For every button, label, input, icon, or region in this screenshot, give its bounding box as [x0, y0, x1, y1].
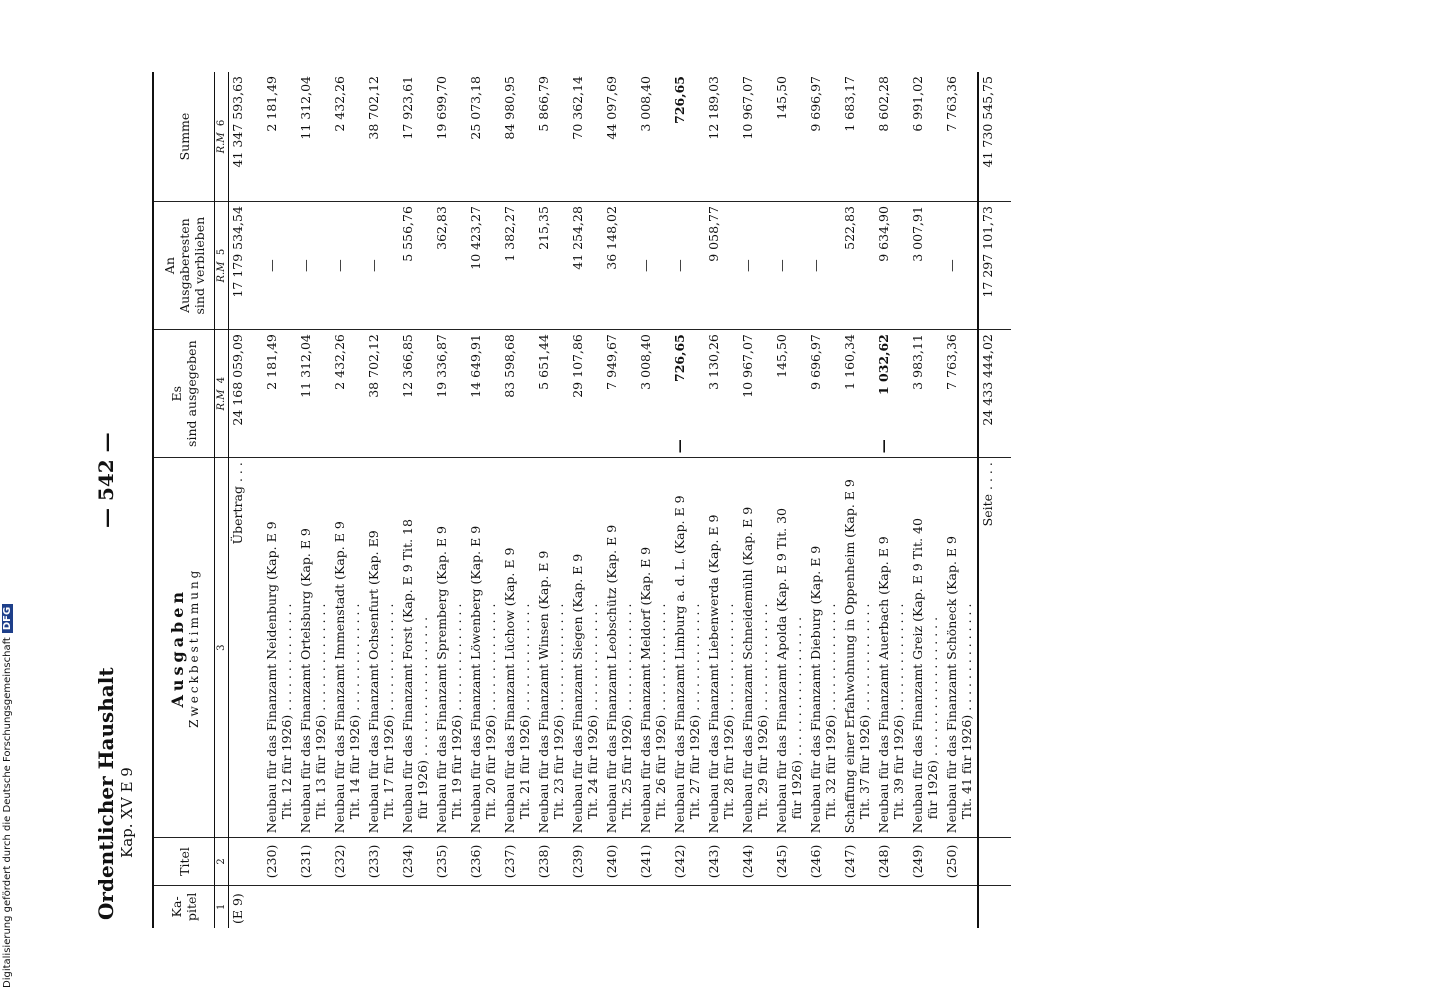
- zweck-line-2: Tit. 24 für 1926) . . . . . . . . . . . . . .: [585, 603, 600, 820]
- unit-label: R.M: [216, 389, 227, 411]
- ausgegeben-value: 10 967,07: [740, 334, 755, 398]
- titel-cell: [229, 838, 264, 885]
- ausgegeben-value: 19 336,87: [434, 334, 449, 398]
- verblieben-cell: —: [263, 202, 297, 330]
- ausgegeben-value: 726,65: [672, 334, 687, 382]
- ausgegeben-value: 24 168 059,09: [230, 334, 245, 426]
- titel-cell: (246): [807, 838, 841, 885]
- zweck-cell: [909, 458, 943, 838]
- ledger-body: [229, 72, 979, 928]
- zweck-cell: [263, 458, 297, 838]
- zweck-line-1: Neubau für das Finanzamt Liebenwerda (Kap. E 9: [706, 514, 721, 834]
- zweck-line-1: Neubau für das Finanzamt Immenstadt (Kap. E 9: [332, 521, 347, 834]
- ausgegeben-value: 7 763,36: [944, 334, 959, 390]
- zweck-cell: [501, 458, 535, 838]
- summe-cell: 41 347 593,63: [229, 72, 264, 202]
- seite-label: Seite . . . .: [978, 458, 1011, 838]
- credit-text: Digitalisierung gefördert durch die Deutsche Forschungsgemeinschaft: [2, 637, 13, 988]
- titel-cell: (239): [569, 838, 603, 885]
- zweck-line-1: Neubau für das Finanzamt Leobschütz (Kap. E 9: [604, 524, 619, 834]
- ausgegeben-cell: [739, 330, 773, 458]
- col-ausgegeben-header: Es sind ausgegeben: [153, 330, 215, 458]
- verblieben-cell: 41 254,28: [569, 202, 603, 330]
- zweck-line-1: Neubau für das Finanzamt Ortelsburg (Kap. E 9: [298, 528, 313, 834]
- titel-cell: (233): [365, 838, 399, 885]
- summe-cell: 3 008,40: [637, 72, 671, 202]
- rotated-ledger-page: [92, 72, 1362, 928]
- ausgegeben-value: 7 949,67: [604, 334, 619, 390]
- kapitel-cell: [637, 885, 671, 928]
- summe-cell: 25 073,18: [467, 72, 501, 202]
- zweck-cell: [739, 458, 773, 838]
- kapitel-cell: [909, 885, 943, 928]
- zweck-line-2: Tit. 25 für 1926) . . . . . . . . . . . . . .: [619, 603, 634, 820]
- titel-cell: (237): [501, 838, 535, 885]
- kapitel-cell: [671, 885, 705, 928]
- seite-summe: 41 730 545,75: [978, 72, 1011, 202]
- summe-cell: 84 980,95: [501, 72, 535, 202]
- zweck-line-1: Neubau für das Finanzamt Greiz (Kap. E 9 Tit. 40: [910, 518, 925, 834]
- seite-verblieben: 17 297 101,73: [978, 202, 1011, 330]
- kapitel-cell: [297, 885, 331, 928]
- summe-cell: 5 866,79: [535, 72, 569, 202]
- verblieben-cell: 10 423,27: [467, 202, 501, 330]
- ausgegeben-cell: [263, 330, 297, 458]
- column-number-row: [215, 72, 229, 928]
- summe-cell: 38 702,12: [365, 72, 399, 202]
- ausgegeben-cell: [637, 330, 671, 458]
- zweck-line-1: Neubau für das Finanzamt Auerbach (Kap. E 9: [876, 536, 891, 834]
- verblieben-cell: 5 556,76: [399, 202, 433, 330]
- summe-cell: 17 923,61: [399, 72, 433, 202]
- zweck-cell: [229, 458, 264, 838]
- table-row: [467, 72, 501, 928]
- ausgegeben-cell: [365, 330, 399, 458]
- table-row: [229, 72, 264, 928]
- zweck-line-2: Tit. 32 für 1926) . . . . . . . . . . . . . .: [823, 603, 838, 820]
- table-row: [331, 72, 365, 928]
- ausgegeben-cell: [399, 330, 433, 458]
- kapitel-cell: [875, 885, 909, 928]
- table-row: [399, 72, 433, 928]
- col-num-5: R.M 5: [215, 202, 229, 330]
- titel-cell: (234): [399, 838, 433, 885]
- zweck-line-2: Tit. 17 für 1926) . . . . . . . . . . . . . .: [381, 603, 396, 820]
- ausgegeben-value: 145,50: [774, 334, 789, 378]
- titel-cell: (235): [433, 838, 467, 885]
- ausgegeben-value: 1 032,62: [876, 334, 891, 396]
- col-num-6: R.M 6: [215, 72, 229, 202]
- ausgegeben-cell: [603, 330, 637, 458]
- ausgegeben-cell: [705, 330, 739, 458]
- ausgegeben-value: 3 983,11: [910, 334, 925, 390]
- verblieben-cell: —: [773, 202, 807, 330]
- kapitel-cell: [739, 885, 773, 928]
- zweck-line-1: Neubau für das Finanzamt Spremberg (Kap. E 9: [434, 526, 449, 834]
- kapitel-cell: [263, 885, 297, 928]
- ausgegeben-value: 11 312,04: [298, 334, 313, 398]
- summe-cell: 70 362,14: [569, 72, 603, 202]
- ausgegeben-cell: [535, 330, 569, 458]
- kapitel-cell: [365, 885, 399, 928]
- col-num-2: 2: [215, 838, 229, 885]
- negative-marker: —: [672, 439, 688, 454]
- zweck-cell: [841, 458, 875, 838]
- digitization-credit: [2, 604, 13, 988]
- ausgegeben-cell: [671, 330, 705, 458]
- zweck-line-2: Tit. 13 für 1926) . . . . . . . . . . . . . .: [313, 603, 328, 820]
- zweck-line-2: Tit. 27 für 1926) . . . . . . . . . . . . . .: [687, 603, 702, 820]
- zweck-cell: [875, 458, 909, 838]
- zweck-cell: [365, 458, 399, 838]
- kapitel-cell: [399, 885, 433, 928]
- seite-empty-tit: [978, 838, 1011, 885]
- titel-cell: (244): [739, 838, 773, 885]
- ausgegeben-cell: [297, 330, 331, 458]
- zweck-cell: [637, 458, 671, 838]
- ausgegeben-value: 12 366,85: [400, 334, 415, 398]
- ausgegeben-cell: [569, 330, 603, 458]
- zweck-cell: [331, 458, 365, 838]
- ausgegeben-cell: [229, 330, 264, 458]
- zweck-line-1: Neubau für das Finanzamt Schöneck (Kap. E 9: [944, 536, 959, 834]
- zweck-line-1: Übertrag . . .: [230, 462, 245, 545]
- unit-label: R.M: [216, 132, 227, 154]
- ausgegeben-value: 9 696,97: [808, 334, 823, 390]
- zweck-cell: [773, 458, 807, 838]
- table-row: [841, 72, 875, 928]
- titel-cell: (248): [875, 838, 909, 885]
- zweck-line-1: Neubau für das Finanzamt Limburg a. d. L. (Kap. E 9: [672, 495, 687, 834]
- summe-cell: 11 312,04: [297, 72, 331, 202]
- kapitel-cell: [603, 885, 637, 928]
- zweck-line-2: Tit. 39 für 1926) . . . . . . . . . . . . . .: [891, 603, 906, 820]
- negative-marker: —: [876, 439, 892, 454]
- kapitel-cell: [705, 885, 739, 928]
- summe-cell: 6 991,02: [909, 72, 943, 202]
- table-row: [535, 72, 569, 928]
- header-subtitle: Kap. XV E 9: [118, 767, 136, 858]
- verblieben-cell: —: [671, 202, 705, 330]
- verblieben-cell: 522,83: [841, 202, 875, 330]
- summe-cell: 44 097,69: [603, 72, 637, 202]
- kapitel-cell: [773, 885, 807, 928]
- ausgegeben-cell: [909, 330, 943, 458]
- table-row: [501, 72, 535, 928]
- ausgegeben-value: 5 651,44: [536, 334, 551, 390]
- kapitel-cell: (E 9): [230, 893, 245, 924]
- summe-cell: 726,65: [671, 72, 705, 202]
- kapitel-cell: [467, 885, 501, 928]
- kapitel-cell: [943, 885, 978, 928]
- verblieben-cell: —: [943, 202, 978, 330]
- kapitel-cell: [433, 885, 467, 928]
- verblieben-cell: 9 058,77: [705, 202, 739, 330]
- zweck-line-1: Neubau für das Finanzamt Apolda (Kap. E 9 Tit. 30: [774, 508, 789, 834]
- titel-cell: (250): [943, 838, 978, 885]
- summe-cell: 145,50: [773, 72, 807, 202]
- summe-cell: 7 763,36: [943, 72, 978, 202]
- kapitel-cell: [569, 885, 603, 928]
- ausgegeben-cell: [773, 330, 807, 458]
- ausgegeben-cell: [875, 330, 909, 458]
- zweck-cell: [535, 458, 569, 838]
- table-row: [671, 72, 705, 928]
- header-row: [153, 72, 215, 928]
- zweck-line-2: Tit. 12 für 1926) . . . . . . . . . . . . . .: [279, 603, 294, 820]
- verblieben-cell: 36 148,02: [603, 202, 637, 330]
- dfg-logo-badge: DFG: [2, 604, 13, 633]
- zweck-cell: [671, 458, 705, 838]
- verblieben-cell: 17 179 534,54: [229, 202, 264, 330]
- zweck-line-2: Tit. 37 für 1926) . . . . . . . . . . . . . .: [857, 603, 872, 820]
- zweck-line-2: für 1926) . . . . . . . . . . . . . . . . . .: [415, 616, 430, 820]
- titel-cell: (242): [671, 838, 705, 885]
- zweck-line-1: Schaffung einer Erfahwohnung in Oppenheim (Kap. E 9: [842, 479, 857, 834]
- table-row: [297, 72, 331, 928]
- col-titel-header: Titel: [153, 838, 215, 885]
- ausgegeben-cell: [841, 330, 875, 458]
- zweck-line-1: Neubau für das Finanzamt Lüchow (Kap. E 9: [502, 547, 517, 834]
- zweck-line-1: Neubau für das Finanzamt Meldorf (Kap. E 9: [638, 546, 653, 834]
- zweck-cell: [433, 458, 467, 838]
- col-zweck-header: [153, 458, 215, 838]
- ausgegeben-cell: [467, 330, 501, 458]
- summe-cell: 2 181,49: [263, 72, 297, 202]
- summe-cell: 12 189,03: [705, 72, 739, 202]
- seite-empty-kap: [978, 885, 1011, 928]
- col-num-1: 1: [215, 885, 229, 928]
- zweck-line-2: für 1926) . . . . . . . . . . . . . . . . . .: [925, 616, 940, 820]
- seite-total-row: [978, 72, 1011, 928]
- verblieben-cell: —: [297, 202, 331, 330]
- ausgegeben-cell: [433, 330, 467, 458]
- zweck-line-2: Tit. 26 für 1926) . . . . . . . . . . . . . .: [653, 603, 668, 820]
- zweck-line-1: Neubau für das Finanzamt Forst (Kap. E 9 Tit. 18: [400, 519, 415, 834]
- summe-cell: 19 699,70: [433, 72, 467, 202]
- table-row: [943, 72, 978, 928]
- zweck-cell: [705, 458, 739, 838]
- titel-cell: (236): [467, 838, 501, 885]
- zweck-line-2: Tit. 21 für 1926) . . . . . . . . . . . . . .: [517, 603, 532, 820]
- summe-cell: 2 432,26: [331, 72, 365, 202]
- verblieben-cell: —: [637, 202, 671, 330]
- zweck-cell: [807, 458, 841, 838]
- table-row: [807, 72, 841, 928]
- col-summe-header: Summe: [153, 72, 215, 202]
- unit-label: R.M: [216, 261, 227, 283]
- ausgegeben-cell: [501, 330, 535, 458]
- kapitel-cell: [501, 885, 535, 928]
- zweck-line-2: Tit. 41 für 1926) . . . . . . . . . . . . . .: [959, 603, 974, 820]
- zweck-line-2: Tit. 19 für 1926) . . . . . . . . . . . . . .: [449, 603, 464, 820]
- col-num-3: 3: [215, 458, 229, 838]
- ledger-table: [152, 72, 1011, 928]
- table-row: [773, 72, 807, 928]
- verblieben-cell: 362,83: [433, 202, 467, 330]
- table-row: [569, 72, 603, 928]
- zweck-cell: [603, 458, 637, 838]
- table-row: [603, 72, 637, 928]
- titel-cell: (241): [637, 838, 671, 885]
- zweck-line-2: Tit. 20 für 1926) . . . . . . . . . . . . . .: [483, 603, 498, 820]
- col-num-4: R.M 4: [215, 330, 229, 458]
- zweck-line-2: Tit. 14 für 1926) . . . . . . . . . . . . . .: [347, 603, 362, 820]
- seite-ausgegeben: 24 433 444,02: [978, 330, 1011, 458]
- ausgegeben-value: 1 160,34: [842, 334, 857, 390]
- zweck-subtitle: Zweckbestimmung: [186, 567, 201, 728]
- table-row: [909, 72, 943, 928]
- kapitel-cell: [535, 885, 569, 928]
- table-row: [739, 72, 773, 928]
- verblieben-cell: —: [739, 202, 773, 330]
- zweck-cell: [467, 458, 501, 838]
- col-kapitel-header: Ka- pitel: [153, 885, 215, 928]
- zweck-line-1: Neubau für das Finanzamt Siegen (Kap. E 9: [570, 553, 585, 834]
- ausgegeben-cell: [807, 330, 841, 458]
- zweck-line-1: Neubau für das Finanzamt Dieburg (Kap. E 9: [808, 545, 823, 834]
- zweck-line-2: Tit. 28 für 1926) . . . . . . . . . . . . . .: [721, 603, 736, 820]
- ausgegeben-value: 29 107,86: [570, 334, 585, 398]
- ausgegeben-value: 2 432,26: [332, 334, 347, 390]
- titel-cell: (245): [773, 838, 807, 885]
- ausgegeben-cell: [943, 330, 978, 458]
- table-row: [365, 72, 399, 928]
- titel-cell: (231): [297, 838, 331, 885]
- verblieben-cell: 215,35: [535, 202, 569, 330]
- page-header: [92, 72, 136, 928]
- titel-cell: (232): [331, 838, 365, 885]
- ausgegeben-value: 3 130,26: [706, 334, 721, 390]
- titel-cell: (247): [841, 838, 875, 885]
- titel-cell: (249): [909, 838, 943, 885]
- table-row: [263, 72, 297, 928]
- verblieben-cell: 1 382,27: [501, 202, 535, 330]
- table-row: [637, 72, 671, 928]
- zweck-line-2: Tit. 23 für 1926) . . . . . . . . . . . . . .: [551, 603, 566, 820]
- ausgegeben-value: 3 008,40: [638, 334, 653, 390]
- ausgegeben-value: 2 181,49: [264, 334, 279, 390]
- summe-cell: 1 683,17: [841, 72, 875, 202]
- kapitel-cell: [841, 885, 875, 928]
- table-row: [433, 72, 467, 928]
- titel-cell: (240): [603, 838, 637, 885]
- table-row: [705, 72, 739, 928]
- col-verblieben-header: An Ausgaberesten sind verblieben: [153, 202, 215, 330]
- verblieben-cell: —: [365, 202, 399, 330]
- zweck-line-1: Neubau für das Finanzamt Neidenburg (Kap. E 9: [264, 521, 279, 834]
- zweck-cell: [943, 458, 978, 838]
- zweck-line-2: Tit. 29 für 1926) . . . . . . . . . . . . . .: [755, 603, 770, 820]
- zweck-cell: [297, 458, 331, 838]
- zweck-title: Ausgaben: [167, 587, 187, 708]
- kapitel-cell: [807, 885, 841, 928]
- verblieben-cell: —: [807, 202, 841, 330]
- verblieben-cell: 3 007,91: [909, 202, 943, 330]
- zweck-line-1: Neubau für das Finanzamt Winsen (Kap. E 9: [536, 550, 551, 834]
- summe-cell: 9 696,97: [807, 72, 841, 202]
- summe-cell: 8 602,28: [875, 72, 909, 202]
- zweck-cell: [399, 458, 433, 838]
- summe-cell: 10 967,07: [739, 72, 773, 202]
- verblieben-cell: —: [331, 202, 365, 330]
- titel-cell: (230): [263, 838, 297, 885]
- titel-cell: (243): [705, 838, 739, 885]
- kapitel-cell: [331, 885, 365, 928]
- zweck-line-1: Neubau für das Finanzamt Löwenberg (Kap. E 9: [468, 525, 483, 834]
- zweck-line-2: für 1926) . . . . . . . . . . . . . . . . . .: [789, 616, 804, 820]
- titel-cell: (238): [535, 838, 569, 885]
- ausgegeben-value: 38 702,12: [366, 334, 381, 398]
- table-row: [875, 72, 909, 928]
- header-title: Ordentlicher Haushalt: [94, 667, 118, 920]
- ausgegeben-cell: [331, 330, 365, 458]
- verblieben-cell: 9 634,90: [875, 202, 909, 330]
- ausgegeben-value: 83 598,68: [502, 334, 517, 398]
- ausgegeben-value: 14 649,91: [468, 334, 483, 398]
- zweck-line-1: Neubau für das Finanzamt Ochsenfurt (Kap. E9: [366, 530, 381, 834]
- zweck-line-1: Neubau für das Finanzamt Schneidemühl (Kap. E 9: [740, 506, 755, 834]
- zweck-cell: [569, 458, 603, 838]
- page-number: — 542 —: [94, 432, 118, 528]
